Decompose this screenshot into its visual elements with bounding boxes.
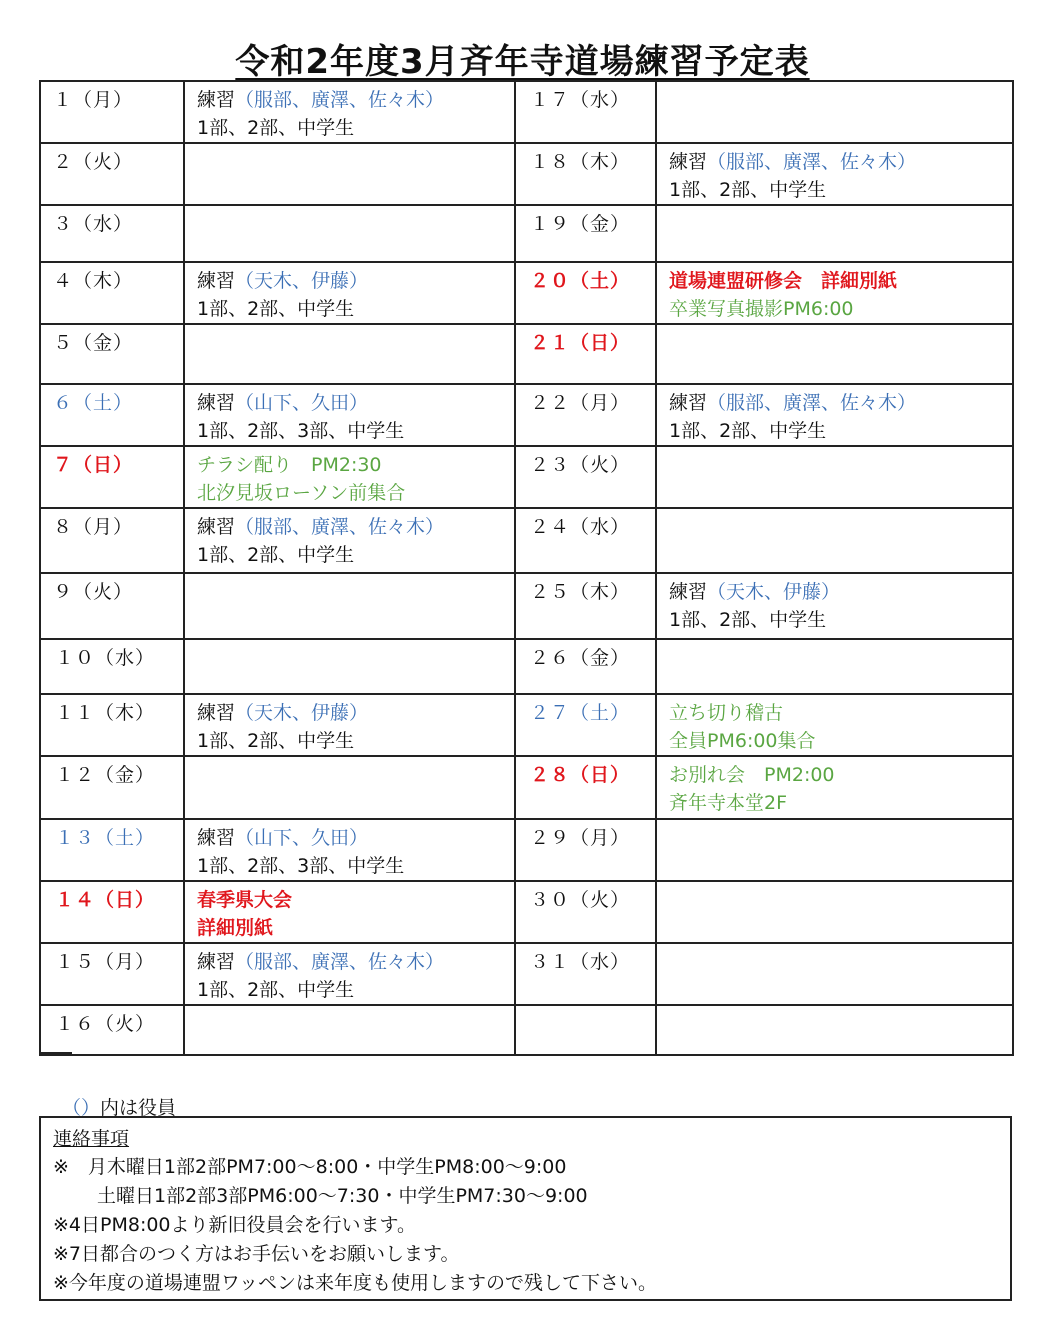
right-date: ２９（月） (530, 827, 631, 849)
left-activity: 練習 (197, 827, 236, 849)
left-officers: （服部、廣澤、佐々木） (235, 516, 445, 538)
schedule-row (40, 573, 1013, 639)
left-activity: 練習 (197, 392, 236, 414)
schedule-table (39, 80, 1014, 1056)
left-date: ７（日） (53, 454, 134, 476)
left-date-cell (40, 1005, 184, 1055)
left-date: １６（火） (55, 1013, 156, 1035)
right-date-cell (515, 639, 656, 694)
right-date-cell (515, 384, 656, 446)
schedule-row (40, 324, 1013, 384)
left-content-cell (184, 81, 515, 143)
right-date-cell (515, 205, 656, 262)
schedule-row (40, 639, 1013, 694)
right-content-cell (656, 262, 1013, 324)
right-detail: 1部、2部、中学生 (669, 179, 827, 201)
right-date-cell (515, 446, 656, 508)
right-date: ２１（日） (530, 332, 631, 354)
right-detail: 1部、2部、中学生 (669, 420, 827, 442)
right-date-cell (515, 943, 656, 1005)
contact-line: ※ 月木曜日1部2部PM7:00～8:00・中学生PM8:00～9:00 (53, 1156, 567, 1178)
left-date-cell (40, 756, 184, 819)
left-content-cell (184, 756, 515, 819)
schedule-row (40, 446, 1013, 508)
contact-heading: 連絡事項 (53, 1128, 130, 1150)
contact-box (39, 1116, 1012, 1301)
left-detail: 1部、2部、中学生 (197, 298, 355, 320)
left-date-cell (40, 143, 184, 205)
schedule-row (40, 756, 1013, 819)
right-date: ２６（金） (530, 647, 631, 669)
left-activity: チラシ配り PM2:30 (197, 454, 382, 476)
left-date: １（月） (53, 89, 134, 111)
schedule-row (40, 262, 1013, 324)
left-content-cell (184, 694, 515, 756)
left-date-cell (40, 81, 184, 143)
right-content-cell (656, 324, 1013, 384)
schedule-row (40, 881, 1013, 943)
right-content-cell (656, 508, 1013, 573)
left-content-cell (184, 573, 515, 639)
schedule-row (40, 81, 1013, 143)
right-date-cell (515, 694, 656, 756)
left-detail: 北汐見坂ローソン前集合 (197, 482, 406, 504)
right-date: ２０（土） (530, 270, 631, 292)
right-date-cell (515, 262, 656, 324)
schedule-row (40, 508, 1013, 573)
right-detail: 卒業写真撮影PM6:00 (669, 298, 854, 320)
left-date-cell (40, 573, 184, 639)
left-detail: 詳細別紙 (197, 917, 274, 939)
contact-line: ※4日PM8:00より新旧役員会を行います。 (53, 1214, 417, 1236)
right-content-cell (656, 143, 1013, 205)
left-detail: 1部、2部、3部、中学生 (197, 855, 405, 877)
left-date: １２（金） (55, 764, 156, 786)
right-date-cell (515, 143, 656, 205)
right-content-cell (656, 384, 1013, 446)
schedule-row (40, 943, 1013, 1005)
right-activity: 立ち切り稽古 (669, 702, 784, 724)
left-content-cell (184, 262, 515, 324)
right-officers: （服部、廣澤、佐々木） (707, 392, 917, 414)
right-date-cell (515, 573, 656, 639)
right-date-cell (515, 1005, 656, 1055)
right-content-cell (656, 639, 1013, 694)
right-date-cell (515, 756, 656, 819)
right-detail: 1部、2部、中学生 (669, 609, 827, 631)
right-activity: 道場連盟研修会 詳細別紙 (669, 270, 898, 292)
left-date: ８（月） (53, 516, 134, 538)
left-detail: 1部、2部、中学生 (197, 117, 355, 139)
right-date: １８（木） (530, 151, 631, 173)
left-date: １４（日） (55, 889, 156, 911)
right-content-cell (656, 573, 1013, 639)
schedule-row (40, 694, 1013, 756)
left-date-cell (40, 262, 184, 324)
left-detail: 1部、2部、中学生 (197, 544, 355, 566)
left-date-cell (40, 881, 184, 943)
left-date: ５（金） (53, 332, 134, 354)
contact-line: ※今年度の道場連盟ワッペンは来年度も使用しますので残して下さい。 (53, 1272, 657, 1294)
right-content-cell (656, 756, 1013, 819)
officer-note-paren: （） (62, 1097, 101, 1119)
right-officers: （服部、廣澤、佐々木） (707, 151, 917, 173)
left-content-cell (184, 639, 515, 694)
left-officers: （山下、久田） (235, 827, 369, 849)
left-date: ２（火） (53, 151, 134, 173)
page-title: 令和2年度3月斉年寺道場練習予定表 (235, 42, 810, 82)
contact-line: 土曜日1部2部3部PM6:00～7:30・中学生PM7:30～9:00 (97, 1185, 588, 1207)
left-detail: 1部、2部、中学生 (197, 730, 355, 752)
right-activity: お別れ会 PM2:00 (669, 764, 835, 786)
left-date-cell (40, 324, 184, 384)
left-content-cell (184, 205, 515, 262)
right-activity: 練習 (669, 392, 708, 414)
left-date-cell (40, 508, 184, 573)
left-officers: （服部、廣澤、佐々木） (235, 951, 445, 973)
left-date-cell (40, 639, 184, 694)
left-date: ６（土） (53, 392, 134, 414)
left-officers: （山下、久田） (235, 392, 369, 414)
right-date: ２３（火） (530, 454, 631, 476)
left-activity: 練習 (197, 516, 236, 538)
left-date-cell (40, 446, 184, 508)
right-date-cell (515, 508, 656, 573)
left-date: １１（木） (55, 702, 156, 724)
left-content-cell (184, 881, 515, 943)
right-date-cell (515, 819, 656, 881)
left-content-cell (184, 508, 515, 573)
left-content-cell (184, 384, 515, 446)
left-detail: 1部、2部、中学生 (197, 979, 355, 1001)
right-content-cell (656, 81, 1013, 143)
contact-line: ※7日都合のつく方はお手伝いをお願いします。 (53, 1243, 460, 1265)
right-date: ２４（水） (530, 516, 631, 538)
right-content-cell (656, 819, 1013, 881)
left-date: ９（火） (53, 581, 134, 603)
right-date: ２２（月） (530, 392, 631, 414)
left-content-cell (184, 943, 515, 1005)
right-date-cell (515, 324, 656, 384)
schedule-row (40, 1005, 1013, 1055)
left-officers: （服部、廣澤、佐々木） (235, 89, 445, 111)
left-activity: 練習 (197, 270, 236, 292)
right-date: ３１（水） (530, 951, 631, 973)
officer-note-text: 内は役員 (100, 1097, 177, 1119)
right-date-cell (515, 881, 656, 943)
left-date-cell (40, 205, 184, 262)
right-officers: （天木、伊藤） (707, 581, 841, 603)
right-detail: 斉年寺本堂2F (669, 792, 788, 814)
left-date: ４（木） (53, 270, 134, 292)
left-date-cell (40, 943, 184, 1005)
left-date-cell (40, 819, 184, 881)
schedule-row (40, 205, 1013, 262)
left-content-cell (184, 446, 515, 508)
right-activity: 練習 (669, 151, 708, 173)
right-content-cell (656, 943, 1013, 1005)
left-officers: （天木、伊藤） (235, 270, 369, 292)
right-date: ２５（木） (530, 581, 631, 603)
left-activity: 春季県大会 (197, 889, 293, 911)
left-detail: 1部、2部、3部、中学生 (197, 420, 405, 442)
left-activity: 練習 (197, 89, 236, 111)
right-date: ２８（日） (530, 764, 631, 786)
right-date: １７（水） (530, 89, 631, 111)
left-officers: （天木、伊藤） (235, 702, 369, 724)
right-date: ２７（土） (530, 702, 631, 724)
right-date-cell (515, 81, 656, 143)
left-activity: 練習 (197, 702, 236, 724)
right-date: １９（金） (530, 213, 631, 235)
schedule-row (40, 819, 1013, 881)
left-content-cell (184, 143, 515, 205)
right-activity: 練習 (669, 581, 708, 603)
schedule-row (40, 143, 1013, 205)
left-date: ３（水） (53, 213, 134, 235)
right-detail: 全員PM6:00集合 (669, 730, 816, 752)
left-date: １５（月） (55, 951, 156, 973)
right-content-cell (656, 205, 1013, 262)
left-activity: 練習 (197, 951, 236, 973)
left-date: １３（土） (55, 827, 156, 849)
divider (39, 1052, 72, 1054)
right-date: ３０（火） (530, 889, 631, 911)
right-content-cell (656, 1005, 1013, 1055)
right-content-cell (656, 694, 1013, 756)
left-content-cell (184, 1005, 515, 1055)
left-content-cell (184, 324, 515, 384)
left-date: １０（水） (55, 647, 156, 669)
left-content-cell (184, 819, 515, 881)
right-content-cell (656, 446, 1013, 508)
left-date-cell (40, 694, 184, 756)
right-content-cell (656, 881, 1013, 943)
schedule-row (40, 384, 1013, 446)
left-date-cell (40, 384, 184, 446)
